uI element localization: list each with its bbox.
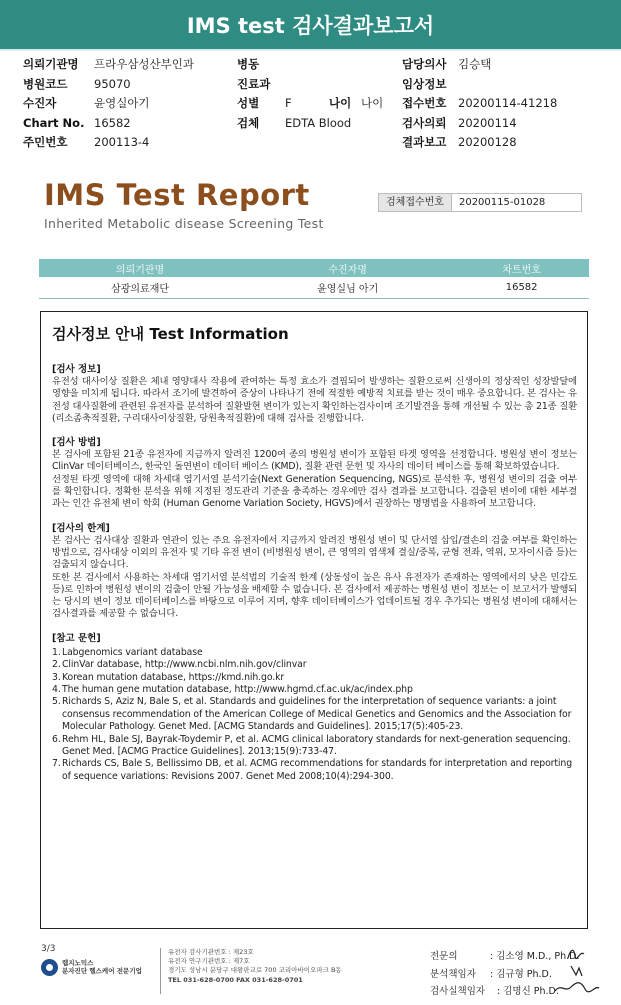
receipt-value: 20200115-01028: [452, 193, 582, 212]
signatory-row: [430, 948, 579, 966]
reference-text: Richards S, Aziz N, Bale S, et al. Standards and guidelines for the interpretation of sequence variants: a joint consensus recommendation of the American College of Medical Genetics and Genomics and the Association for Molecular Pathology. Genet Med. [ACMG Standards and Guidelines]. 2015;17(5):405-23.: [62, 696, 572, 733]
reference-item: [52, 684, 577, 696]
client-header-chart: 차트번호: [454, 259, 589, 277]
reference-item: [52, 659, 577, 671]
info-row-patient: [23, 94, 233, 114]
report-subtitle: Inherited Metabolic disease Screening Test: [44, 216, 324, 231]
logo-line: 랩지노믹스: [62, 959, 94, 967]
signatory-name: : 김규형 Ph.D.: [490, 968, 552, 980]
info-value: 20200128: [458, 135, 517, 150]
info-row-requested: [402, 114, 612, 134]
reference-text: Korean mutation database, https://kmd.nih.go.kr: [62, 671, 285, 683]
client-table: [39, 259, 589, 299]
signature-3-icon: [553, 979, 601, 995]
company-logo-text: [62, 959, 142, 975]
section-paragraph: 유전성 대사이상 질환은 체내 영양대사 작용에 관여하는 특정 효소가 결핍되어 발생하는 질환으로써 신생아의 정상적인 성장발달에 영향을 미치게 됩니다. 따라서 조기에 발견하여 증상이 나타나기 전에 적절한 예방적 치료를 받는 것이 매우 중요합니다. 본 검사는 유전성 대사질환에 관련된 유전자를 분석하여 질환발현 변이가 있는지 확인하는검사이며 조기발견을 통해 개선될 수 있는 총 21종 질환(리소좀축적질환, 구리대사이상질환, 당원축적질환)에 대해 검사를 진행합니다.: [52, 376, 577, 424]
signatory-role: 전문의: [430, 951, 458, 962]
reference-number: 7.: [52, 758, 61, 770]
info-row-hospital-code: [23, 75, 233, 95]
client-cell-chart: 16582: [454, 277, 589, 298]
receipt-label: 검체접수번호: [378, 193, 452, 212]
info-row-resident-no: [23, 133, 233, 153]
info-value: 20200114: [458, 115, 517, 130]
info-label: 성별: [237, 96, 260, 111]
reference-text: Richards CS, Bale S, Bellissimo DB, et al. ACMG recommendations for standards for interpretation and reporting of sequence variations: Revisions 2007. Genet Med 2008;10(4):294-300.: [62, 758, 572, 782]
info-value: 20200114-41218: [458, 96, 558, 111]
info-label: 검체: [237, 115, 260, 130]
patient-info-col4: [402, 55, 612, 153]
info-label: 접수번호: [402, 96, 447, 111]
reference-number: 1.: [52, 646, 61, 658]
info-label: 진료과: [237, 76, 271, 91]
info-label: 병동: [237, 57, 260, 71]
info-row-institution: [23, 55, 233, 75]
info-value: 16582: [94, 115, 131, 130]
logo-line: 분자진단 헬스케어 전문기업: [62, 967, 142, 975]
lab-info-line: TEL 031-628-0700 FAX 031-628-0701: [168, 975, 303, 984]
client-table-row: [39, 277, 589, 298]
info-row-ward: [237, 55, 397, 75]
info-row-doctor: [402, 55, 612, 75]
info-label: 담당의사: [402, 57, 447, 71]
section-heading-references: [참고 문헌]: [52, 632, 101, 644]
client-header-patient: 수진자명: [241, 259, 454, 277]
footer-divider: [160, 948, 161, 994]
reference-item: [52, 672, 577, 684]
client-header-institution: 의뢰기관명: [39, 259, 241, 277]
signature-1-icon: [566, 946, 586, 962]
section-paragraph: 또한 본 검사에서 사용하는 차세대 염기서열 분석법의 기술적 한계 (상동성이 높은 유사 유전자가 존재하는 영역에서의 낮은 민감도 등)로 인하여 병원성 변이의 검출이 안될 가능성을 배제할 수 없습니다. 본 검사에서 제공하는 병원성 변이 정보는 이 보고서가 발행되는 당시의 변이 정보 데이터베이스를 바탕으로 이루어 지며, 향후 데이터베이스가 업데이트될 경우 추가되는 병원성 변이에 대해서는 검사결과를 제공할 수 없습니다.: [52, 571, 577, 620]
info-label: Chart No.: [23, 115, 85, 130]
signatory-name: : 김명신 Ph.D.: [497, 986, 559, 998]
reference-item: [52, 758, 577, 783]
lab-info-line: 유전자 검사기관번호 : 제23호: [168, 948, 254, 956]
info-label: 수진자: [23, 96, 57, 111]
receipt-number-box: [378, 193, 582, 212]
reference-item: [52, 696, 577, 733]
page-number: 3/3: [41, 944, 56, 954]
client-table-header: [39, 259, 589, 277]
section-paragraph: 선정된 타겟 영역에 대해 차세대 염기서열 분석기술(Next Generation Sequencing, NGS)로 분석한 후, 병원성 변이의 검출 여부를 확인합니다. 정확한 분석을 위해 지정된 정도관리 기준을 충족하는 경우에만 검사 결과를 보고합니다. 검출된 변이에 대한 세부결과는 인간 유전체 변이 학회 (Human Genome Variation Society, HGVS)에서 권장하는 명명법을 사용하여 보고합니다.: [52, 473, 577, 510]
info-value: 프라우삼성산부인과: [94, 57, 194, 71]
reference-number: 2.: [52, 659, 61, 671]
signature-2-icon: [568, 963, 584, 979]
info-value: 200113-4: [94, 135, 150, 150]
reference-number: 4.: [52, 683, 61, 695]
section-heading-limitations: [검사의 한계]: [52, 522, 110, 534]
info-row-chart-no: [23, 114, 233, 134]
reference-number: 3.: [52, 671, 61, 683]
info-value: EDTA Blood: [285, 115, 352, 130]
info-row-reported: [402, 133, 612, 153]
test-information-title: 검사정보 안내 Test Information: [52, 325, 289, 343]
info-label: 나이: [329, 96, 352, 111]
info-row-accession: [402, 94, 612, 114]
info-label: 주민번호: [23, 135, 68, 150]
info-value: 나이: [361, 96, 384, 111]
reference-number: 5.: [52, 696, 61, 708]
section-heading-method: [검사 방법]: [52, 437, 101, 449]
signatory-role: 검사실책임자: [430, 986, 486, 998]
info-label: 임상정보: [402, 76, 447, 91]
section-heading-test-info: [검사 정보]: [52, 364, 101, 375]
test-information-box: [40, 311, 588, 929]
reference-item: [52, 734, 577, 759]
references-list: [52, 647, 577, 783]
signatory-name: : 김소영 M.D., Ph.D.: [490, 951, 580, 962]
section-paragraph: 본 검사에 포함된 21종 유전자에 지금까지 알려진 1200여 종의 병원성 변이가 포함된 타겟 영역을 선정합니다. 병원성 변이 정보는 ClinVar 데이터베이스, 한국인 돌연변이 데이터 베이스 (KMD), 질환 관련 문헌 및 자사의 데이터 베이스를 통해 확보하였습니다.: [52, 449, 577, 473]
company-logo-icon: [41, 959, 58, 976]
info-row-specimen: [237, 114, 397, 134]
info-row-clinical: [402, 75, 612, 95]
report-title: IMS Test Report: [44, 178, 310, 212]
patient-info-col1: [23, 55, 233, 153]
reference-number: 6.: [52, 733, 61, 745]
info-value: F: [285, 96, 292, 111]
client-cell-patient: 윤영실님 아기: [241, 277, 454, 298]
info-label: 의뢰기관명: [23, 57, 79, 71]
info-label: 검사의뢰: [402, 115, 447, 130]
info-value: 김승택: [458, 57, 492, 71]
info-label: 병원코드: [23, 76, 68, 91]
info-value: 윤영실아기: [94, 96, 150, 111]
info-row-age: [329, 94, 389, 114]
client-cell-institution: 삼광의료재단: [39, 277, 241, 298]
info-value: 95070: [94, 76, 131, 91]
reference-text: ClinVar database, http://www.ncbi.nlm.nih.gov/clinvar: [62, 659, 307, 671]
lab-info: [168, 948, 342, 985]
header-divider: [0, 49, 621, 51]
reference-item: [52, 647, 577, 659]
signatory-role: 분석책임자: [430, 968, 476, 980]
report-header-title: IMS test 검사결과보고서: [0, 0, 621, 49]
info-label: 결과보고: [402, 135, 447, 150]
lab-info-line: 경기도 성남시 분당구 대왕판교로 700 코리아바이오파크 B동: [168, 966, 342, 975]
reference-text: The human gene mutation database, http://www.hgmd.cf.ac.uk/ac/index.php: [62, 683, 413, 695]
reference-text: Labgenomics variant database: [62, 646, 203, 658]
reference-text: Rehm HL, Bale SJ, Bayrak-Toydemir P, et al. ACMG clinical laboratory standards for next-generation sequencing. Genet Med. [ACMG Practice Guidelines]. 2013;15(9):733-47.: [62, 733, 571, 757]
section-paragraph: 본 검사는 검사대상 질환과 연관이 있는 주요 유전자에서 지금까지 알려진 병원성 변이 및 단서열 삽입/결손의 검출 여부를 확인하는 방법으로, 검사대상 이외의 유전자 및 기타 유전 변이 (비병원성 변이, 큰 영역의 염색체 결실/중복, 균형 전좌, 역위, 모자이시즘 등)는 검출되지 않습니다.: [52, 534, 577, 571]
info-row-department: [237, 75, 397, 95]
patient-info-age: [329, 94, 389, 114]
lab-info-line: 유전자 연구기관번호 : 제7호: [168, 957, 250, 966]
